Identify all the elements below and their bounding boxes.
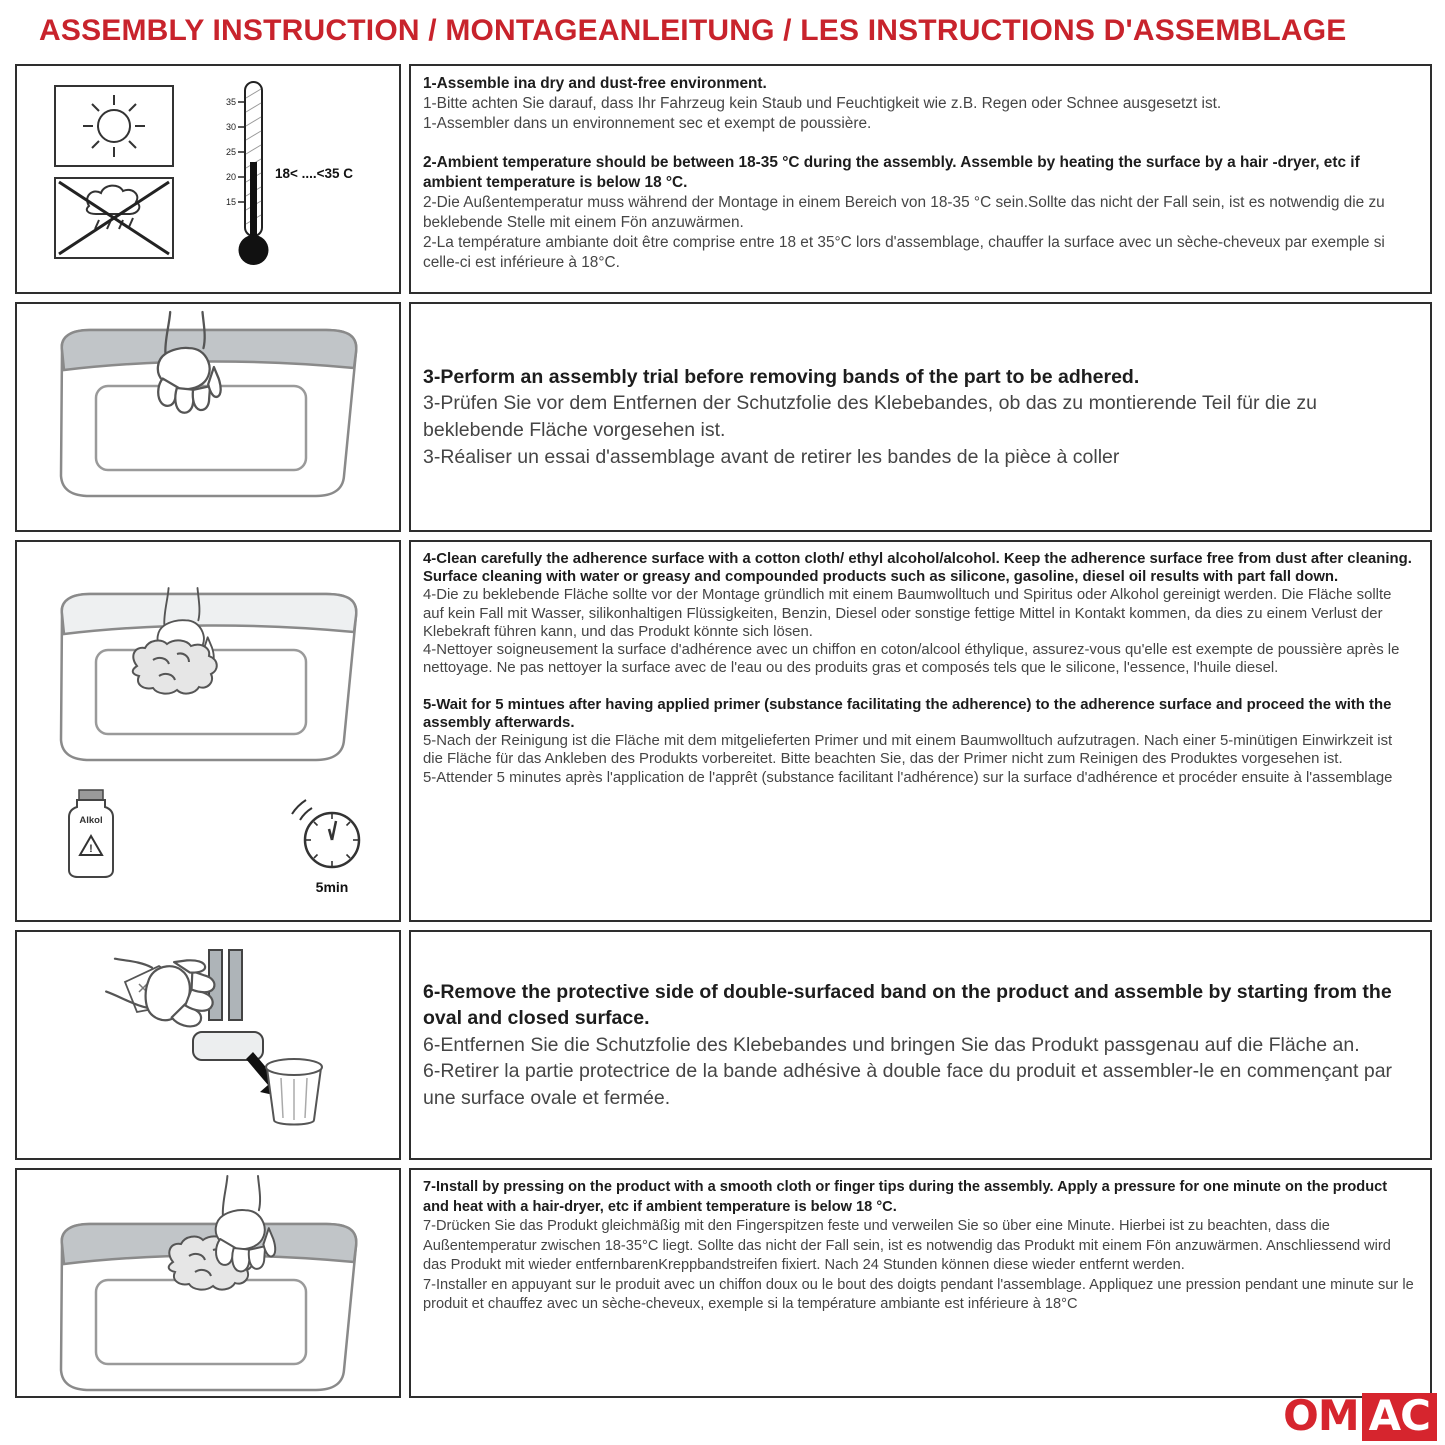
instruction-paragraph: 5-Wait for 5 mintues after having applied primer (substance facilitating the adherence) to the adherence surface and proceed the with the assembly afterwards. (423, 696, 1392, 731)
instruction-paragraph: 2-Die Außentemperatur muss während der Montage in einem Bereich von 18-35 °C sein.Sollte das nicht der Fall sein, ist es notwendig die zu beklebende Stelle mit einem Fön anzuwärmen. (423, 194, 1385, 232)
no-rain-icon (55, 178, 173, 258)
thermometer-tick-35: 35 (225, 97, 236, 107)
instruction-paragraph: 2-La température ambiante doit être comprise entre 18 et 35°C lors d'assemblage, chauffer la surface avec un sèche-cheveux par exemple si celle-ci est inférieure à 18°C. (423, 234, 1385, 272)
instruction-paragraph: 5-Attender 5 minutes après l'application de l'apprêt (substance facilitant l'adhérence) sur la surface d'adhérence et procéder ensuite à l'assemblage (423, 769, 1393, 786)
section-assembly-trial (15, 302, 1432, 532)
omac-logo (1283, 1393, 1437, 1441)
instructions-press-install (409, 1168, 1432, 1398)
illustration-remove-protective-band (15, 930, 401, 1160)
hand-icon (103, 940, 223, 1031)
instruction-paragraph: 1-Bitte achten Sie darauf, dass Ihr Fahrzeug kein Staub und Feuchtigkeit wie z.B. Regen oder Schnee ausgesetzt ist. (423, 95, 1222, 113)
instruction-paragraph: 3-Prüfen Sie vor dem Entfernen der Schutzfolie des Klebebandes, ob das zu montierende Teil für die zu beklebende Fläche vorgesehen ist. (423, 392, 1317, 441)
instruction-paragraph: 7-Install by pressing on the product with a smooth cloth or finger tips during the assembly. Apply a pressure for one minute on the product and heat with a hair-dryer, etc if ambient temperature is below 18 °C. (423, 1179, 1388, 1215)
instruction-paragraph: 6-Retirer la partie protectrice de la bande adhésive à double face du produit et assembler-le en commençant par une surface ovale et fermée. (423, 1060, 1393, 1109)
instruction-paragraph: 4-Nettoyer soigneusement la surface d'adhérence avec un chiffon en coton/alcool éthylique, assurez-vous qu'elle est exempte de poussière après le nettoyage. Ne pas nettoyer la surface avec de l'eau ou des produits gras et composés tels que le silicone, l'essence, l'huile diesel. (423, 641, 1400, 677)
trunk-trim-illustration (61, 330, 356, 496)
section-clean-surface-primer (15, 540, 1432, 922)
instructions-assembly-trial (409, 302, 1432, 532)
instruction-paragraph: 5-Nach der Reinigung ist die Fläche mit dem mitgelieferten Primer und mit einem Baumwolltuch aufzutragen. Nach einer 5-minütigen Einwirkzeit ist die Fläche für das Ankleben des Produkts vorbereitet. Bitte beachten Sie, das der Primer nicht zum Reinigen des Produktes vorgesehen ist. (423, 733, 1393, 768)
thermometer-tick-30: 30 (225, 122, 236, 132)
illustration-environment-temperature (15, 64, 401, 294)
instruction-paragraph: 2-Ambient temperature should be between 18-35 °C during the assembly. Assemble by heating the surface by a hair -dryer, etc if ambient temperature is below 18 °C. (423, 154, 1360, 192)
trash-bin-icon (266, 1059, 322, 1125)
clock-duration-label: 5min (315, 879, 349, 895)
omac-logo-text-ac: AC (1362, 1393, 1437, 1441)
instructions-environment-temperature (409, 64, 1432, 294)
instruction-paragraph: 1-Assemble ina dry and dust-free environment. (423, 75, 767, 92)
page-title: ASSEMBLY INSTRUCTION / MONTAGEANLEITUNG / LES INSTRUCTIONS D'ASSEMBLAGE (39, 14, 1347, 47)
thermometer-tick-25: 25 (225, 147, 236, 157)
warning-mark: ! (89, 843, 93, 855)
sun-icon (55, 86, 173, 166)
thermometer-tick-15: 15 (225, 197, 236, 207)
instruction-paragraph: 3-Perform an assembly trial before removing bands of the part to be adhered. (423, 365, 1140, 388)
omac-logo-text-om: OM (1283, 1391, 1359, 1440)
instruction-paragraph: 7-Drücken Sie das Produkt gleichmäßig mit den Fingerspitzen feste und verweilen Sie so über eine Minute. Hierbei ist zu beachten, dass die Außentemperatur zwischen 18-35°C liegt. Sollte das nicht der Fall sein, ist es notwendig das Produkt mit einem Fön anzuwärmen. Anschliessend wird das Produkt mit wieder entfernbarenKreppbandstreifen fixiert. Nach 24 Stunden können diese wieder entfernt werden. (423, 1218, 1391, 1274)
cloth-icon (133, 640, 217, 693)
section-press-install (15, 1168, 1432, 1398)
instruction-paragraph: 6-Remove the protective side of double-surfaced band on the product and assemble by starting from the oval and closed surface. (423, 980, 1392, 1030)
section-remove-protective-band (15, 930, 1432, 1160)
illustration-clean-surface-primer (15, 540, 401, 922)
instruction-paragraph: 6-Entfernen Sie die Schutzfolie des Klebebandes und bringen Sie das Produkt passgenau auf die Fläche an. (423, 1033, 1360, 1056)
instruction-paragraph: 4-Die zu beklebende Fläche sollte vor der Montage gründlich mit einem Baumwolltuch und Spiritus oder Alkohol gereinigt werden. Die Fläche sollte auf kein Fall mit Wasser, silikonhaltigen Flüssigkeiten, Benzin, Diesel oder sonstige fettige Mittel in Kontakt kommen, da dies zu einem Verlust der Klebekraft führen kann, und das Produkt könnte sich lösen. (423, 587, 1392, 640)
instructions-remove-protective-band (409, 930, 1432, 1160)
instruction-paragraph: 7-Installer en appuyant sur le produit avec un chiffon doux ou le bout des doigts pendant l'assemblage. Appliquez une pression pendant une minute sur le produit et chauffez avec un sèche-cheveux, exemple si la température ambiante est inférieure à 18°C (423, 1276, 1414, 1313)
instruction-paragraph: 1-Assembler dans un environnement sec et exempt de poussière. (423, 115, 872, 133)
temperature-range-label: 18< ....<35 C (275, 166, 354, 181)
alcohol-bottle-icon (69, 790, 113, 877)
illustration-press-install (15, 1168, 401, 1398)
section-environment-temperature (15, 64, 1432, 294)
illustration-assembly-trial (15, 302, 401, 532)
instruction-paragraph: 4-Clean carefully the adherence surface with a cotton cloth/ ethyl alcohol/alcohol. Keep the adherence surface free from dust after cleaning. Surface cleaning with water or greasy and compounded products such as silicone, gasoline, diesel oil results with part fall down. (423, 551, 1412, 586)
instruction-rows (15, 64, 1432, 1398)
alcohol-label: Alkol (79, 815, 103, 826)
thermometer-tick-20: 20 (225, 172, 236, 182)
thermometer-icon (226, 82, 269, 265)
clock-icon (292, 800, 359, 895)
instruction-paragraph: 3-Réaliser un essai d'assemblage avant de retirer les bandes de la pièce à coller (423, 445, 1120, 468)
instructions-clean-surface-primer (409, 540, 1432, 922)
